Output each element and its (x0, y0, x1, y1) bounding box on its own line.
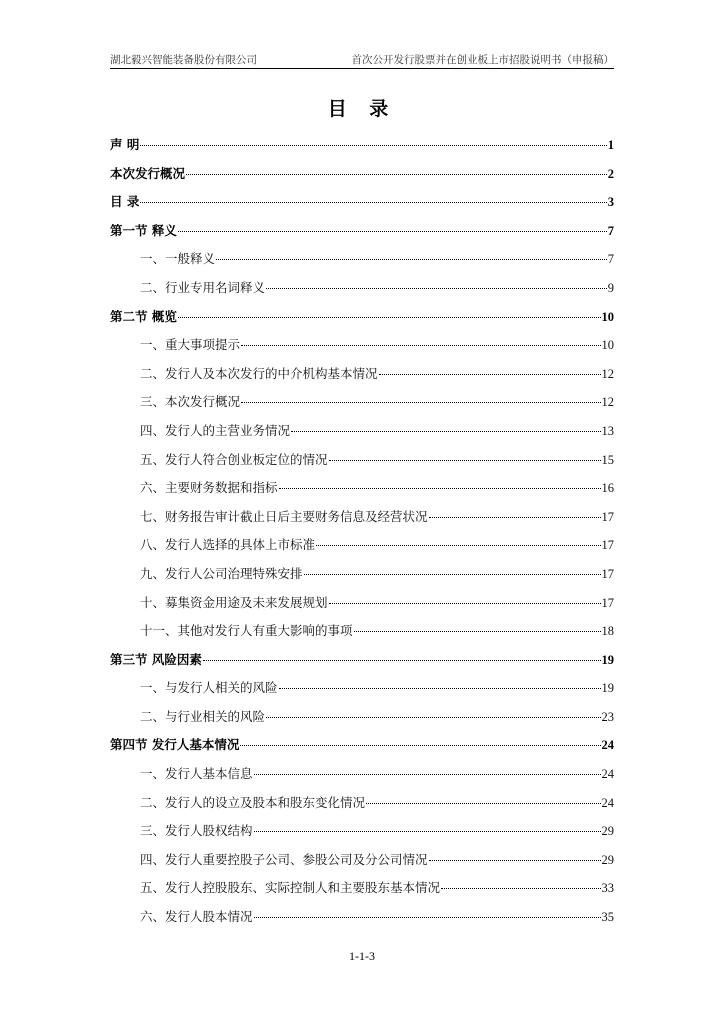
toc-entry-label: 一、与发行人相关的风险 (140, 680, 278, 696)
toc-entry-label: 五、发行人控股股东、实际控制人和主要股东基本情况 (140, 880, 441, 896)
toc-entry-page-number: 15 (601, 452, 614, 467)
toc-dot-leader (254, 831, 601, 832)
toc-dot-leader (240, 745, 600, 746)
toc-entry-label: 第三节 风险因素 (110, 651, 202, 667)
toc-dot-leader (379, 374, 601, 375)
toc-entry-label: 九、发行人公司治理特殊安排 (140, 565, 303, 581)
toc-subsection-entry[interactable] (110, 531, 614, 560)
toc-entry-label: 二、行业专用名词释义 (140, 279, 266, 295)
toc-entry-label: 三、发行人股权结构 (140, 823, 253, 839)
toc-subsection-entry[interactable] (110, 789, 614, 818)
toc-subsection-entry[interactable] (110, 560, 614, 589)
toc-dot-leader (354, 631, 601, 632)
toc-subsection-entry[interactable] (110, 817, 614, 846)
toc-entry-label: 七、财务报告审计截止日后主要财务信息及经营状况 (140, 508, 428, 524)
toc-dot-leader (429, 517, 601, 518)
toc-entry-label: 第二节 概览 (110, 308, 177, 324)
toc-entry-page-number: 24 (601, 738, 614, 753)
toc-section-entry[interactable] (110, 217, 614, 246)
toc-subsection-entry[interactable] (110, 417, 614, 446)
toc-subsection-entry[interactable] (110, 245, 614, 274)
toc-entry-label: 声 明 (110, 137, 140, 152)
toc-entry-page-number: 17 (601, 595, 614, 610)
toc-dot-leader (329, 460, 601, 461)
toc-entry-page-number: 18 (601, 624, 614, 639)
toc-subsection-entry[interactable] (110, 760, 614, 789)
toc-section-entry[interactable] (110, 303, 614, 332)
toc-dot-leader (140, 145, 606, 146)
toc-dot-leader (178, 317, 601, 318)
toc-section-entry[interactable] (110, 160, 614, 189)
toc-entry-page-number: 3 (607, 195, 614, 210)
toc-dot-leader (216, 259, 607, 260)
toc-entry-label: 八、发行人选择的具体上市标准 (140, 537, 316, 553)
toc-entry-page-number: 12 (601, 395, 614, 410)
toc-entry-page-number: 9 (607, 280, 614, 295)
page-header (110, 50, 614, 69)
toc-entry-label: 二、与行业相关的风险 (140, 708, 266, 724)
toc-entry-page-number: 2 (607, 166, 614, 181)
toc-entry-label: 第一节 释义 (110, 222, 177, 238)
toc-dot-leader (140, 202, 606, 203)
toc-subsection-entry[interactable] (110, 446, 614, 475)
table-of-contents (110, 131, 614, 932)
toc-dot-leader (316, 545, 600, 546)
toc-subsection-entry[interactable] (110, 331, 614, 360)
toc-dot-leader (366, 803, 600, 804)
toc-entry-label: 一、重大事项提示 (140, 337, 241, 353)
toc-subsection-entry[interactable] (110, 674, 614, 703)
toc-entry-label: 六、发行人股本情况 (140, 909, 253, 925)
toc-entry-label: 二、发行人及本次发行的中介机构基本情况 (140, 365, 378, 381)
toc-entry-label: 三、本次发行概况 (140, 394, 241, 410)
toc-entry-page-number: 10 (601, 309, 614, 324)
toc-dot-leader (279, 688, 601, 689)
toc-dot-leader (441, 888, 600, 889)
toc-entry-page-number: 19 (601, 681, 614, 696)
toc-entry-label: 四、发行人重要控股子公司、参股公司及分公司情况 (140, 851, 428, 867)
toc-entry-page-number: 29 (601, 824, 614, 839)
toc-subsection-entry[interactable] (110, 274, 614, 303)
toc-dot-leader (429, 860, 601, 861)
toc-entry-page-number: 24 (601, 767, 614, 782)
toc-section-entry[interactable] (110, 131, 614, 160)
toc-dot-leader (304, 574, 601, 575)
toc-entry-page-number: 13 (601, 423, 614, 438)
toc-entry-label: 十一、其他对发行人有重大影响的事项 (140, 623, 353, 639)
toc-entry-page-number: 12 (601, 366, 614, 381)
toc-subsection-entry[interactable] (110, 360, 614, 389)
toc-entry-label: 本次发行概况 (110, 165, 186, 181)
toc-entry-page-number: 19 (601, 652, 614, 667)
toc-entry-label: 第四节 发行人基本情况 (110, 737, 240, 753)
toc-dot-leader (241, 402, 600, 403)
toc-subsection-entry[interactable] (110, 703, 614, 732)
toc-entry-page-number: 33 (601, 881, 614, 896)
toc-entry-page-number: 7 (607, 252, 614, 267)
toc-entry-page-number: 17 (601, 538, 614, 553)
toc-entry-page-number: 23 (601, 709, 614, 724)
toc-dot-leader (241, 345, 600, 346)
toc-dot-leader (266, 717, 600, 718)
toc-dot-leader (254, 917, 601, 918)
toc-entry-page-number: 16 (601, 481, 614, 496)
toc-dot-leader (203, 660, 601, 661)
toc-entry-label: 二、发行人的设立及股本和股东变化情况 (140, 794, 366, 810)
toc-dot-leader (186, 174, 607, 175)
toc-subsection-entry[interactable] (110, 874, 614, 903)
toc-subsection-entry[interactable] (110, 503, 614, 532)
toc-dot-leader (329, 603, 601, 604)
toc-section-entry[interactable] (110, 188, 614, 217)
toc-entry-page-number: 7 (607, 223, 614, 238)
toc-entry-label: 目 录 (110, 194, 140, 210)
toc-entry-page-number: 17 (601, 566, 614, 581)
toc-entry-label: 一、一般释义 (140, 251, 216, 267)
page-title: 目 录 (327, 98, 397, 120)
toc-section-entry[interactable] (110, 731, 614, 760)
toc-entry-page-number: 24 (601, 795, 614, 810)
toc-entry-label: 一、发行人基本信息 (140, 766, 253, 782)
toc-dot-leader (279, 488, 601, 489)
toc-entry-label: 五、发行人符合创业板定位的情况 (140, 451, 328, 467)
toc-subsection-entry[interactable] (110, 589, 614, 618)
toc-dot-leader (266, 288, 607, 289)
toc-subsection-entry[interactable] (110, 617, 614, 646)
toc-entry-label: 四、发行人的主营业务情况 (140, 422, 291, 438)
toc-entry-page-number: 29 (601, 852, 614, 867)
toc-entry-page-number: 35 (601, 910, 614, 925)
toc-dot-leader (254, 774, 601, 775)
toc-subsection-entry[interactable] (110, 474, 614, 503)
toc-subsection-entry[interactable] (110, 846, 614, 875)
toc-section-entry[interactable] (110, 646, 614, 675)
page-number: 1-1-3 (349, 949, 375, 963)
toc-entry-label: 十、募集资金用途及未来发展规划 (140, 594, 328, 610)
toc-subsection-entry[interactable] (110, 903, 614, 932)
header-company-name: 湖北毅兴智能装备股份有限公司 (110, 54, 257, 66)
toc-dot-leader (178, 231, 607, 232)
header-document-title: 首次公开发行股票并在创业板上市招股说明书（申报稿） (351, 54, 614, 66)
toc-entry-page-number: 10 (601, 338, 614, 353)
toc-entry-page-number: 17 (601, 509, 614, 524)
toc-entry-page-number: 1 (607, 138, 614, 152)
toc-dot-leader (291, 431, 600, 432)
toc-subsection-entry[interactable] (110, 388, 614, 417)
toc-entry-label: 六、主要财务数据和指标 (140, 480, 278, 496)
